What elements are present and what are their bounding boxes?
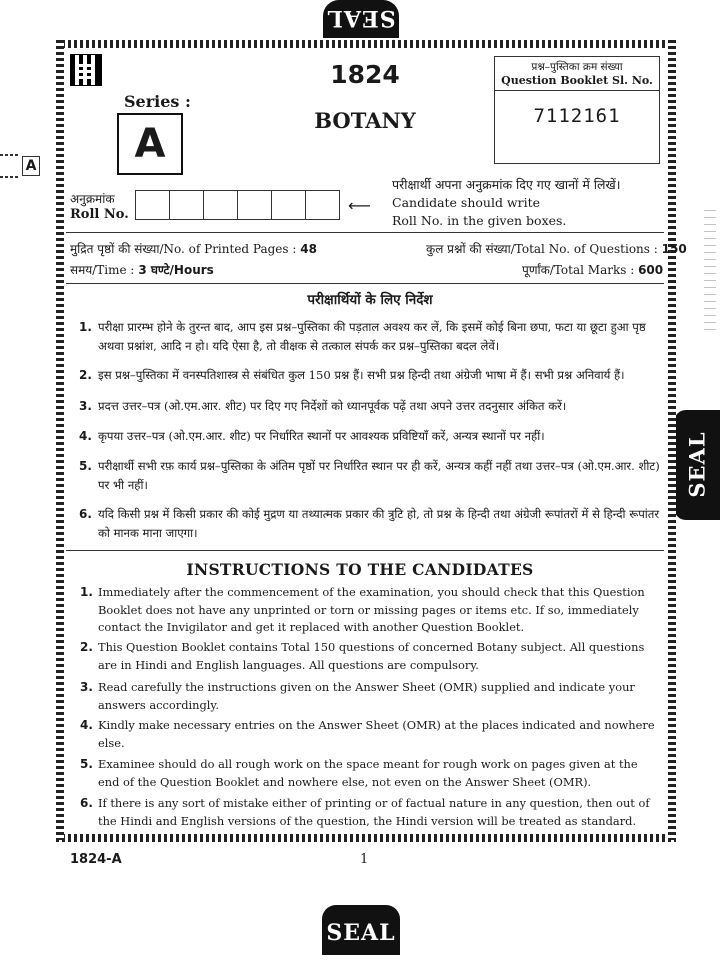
roll-instruction-english-1: Candidate should write — [392, 195, 541, 210]
booklet-number-box — [494, 56, 660, 164]
english-instruction-item: 3. Read carefully the instructions given on the Answer Sheet (OMR) supplied and indicate your answers accordingly. — [80, 680, 635, 712]
roll-digit-box[interactable] — [169, 190, 204, 220]
series-label: Series : — [124, 92, 191, 111]
roll-number-boxes[interactable] — [136, 190, 340, 220]
paper-code: 1824 — [330, 60, 400, 89]
roll-digit-box[interactable] — [305, 190, 340, 220]
edge-dots — [704, 210, 716, 330]
time-value: 3 घण्टे/Hours — [138, 263, 214, 277]
page-number: 1 — [360, 852, 369, 867]
english-instruction-item: 2. This Question Booklet contains Total 150 questions of concerned Botany subject. All questions are in Hindi and English languages. All questions are compulsory. — [80, 640, 645, 672]
roll-digit-box[interactable] — [135, 190, 170, 220]
hindi-instruction-item: 2. इस प्रश्न–पुस्तिका में वनस्पतिशास्त्र से संबंधित कुल 150 प्रश्न हैं। सभी प्रश्न हिन्दी तथा अंग्रेजी भाषा में हैं। सभी प्रश्न अनिवार्य हैं। — [79, 368, 625, 382]
border-bottom — [56, 834, 676, 842]
side-series-marker — [0, 150, 40, 182]
roll-instruction-hindi: परीक्षार्थी अपना अनुक्रमांक दिए गए खानों में लिखें। — [392, 177, 621, 192]
hindi-instructions-title: परीक्षार्थियों के लिए निर्देश — [307, 292, 433, 308]
hindi-instruction-item: 5. परीक्षार्थी सभी रफ़ कार्य प्रश्न–पुस्तिका के अंतिम पृष्ठों पर निर्धारित स्थान पर ही करें, अन्यत्र कहीं नहीं तथा उत्तर–पत्र (ओ.एम.आर. शीट) पर भी नहीं। — [79, 459, 660, 492]
hindi-instruction-item: 1. परीक्षा प्रारम्भ होने के तुरन्त बाद, आप इस प्रश्न–पुस्तिका की पड़ताल अवश्य कर लें, कि इसमें कोई बिना छपा, फटा या छूटा हुआ पृष्ठ अथवा प्रश्नांश, आदि न हो। यदि ऐसा है, तो वीक्षक से तत्काल संपर्क कर प्रश्न–पुस्तिका बदल लेवें। — [79, 320, 646, 353]
hindi-instruction-item: 4. कृपया उत्तर–पत्र (ओ.एम.आर. शीट) पर निर्धारित स्थानों पर आवश्यक प्रविष्टियाँ करें, अन्यत्र स्थानों पर नहीं। — [79, 429, 545, 443]
booklet-label-hindi: प्रश्न–पुस्तिका क्रम संख्या — [531, 61, 623, 73]
english-instructions-title: INSTRUCTIONS TO THE CANDIDATES — [186, 560, 534, 579]
time-allowed: समय/Time : 3 घण्टे/Hours — [70, 263, 214, 277]
side-series-letter: A — [22, 156, 40, 176]
roll-digit-box[interactable] — [271, 190, 306, 220]
divider — [66, 232, 664, 233]
booklet-number-header — [495, 57, 659, 91]
booklet-label-english: Question Booklet Sl. No. — [501, 74, 653, 87]
border-left — [56, 40, 64, 840]
hindi-instruction-item: 6. यदि किसी प्रश्न में किसी प्रकार की कोई मुद्रण या तथ्यात्मक प्रकार की त्रुटि हो, तो प्रश्न के हिन्दी तथा अंग्रेजी रूपांतरों में से हिन्दी रूपांतर को मानक माना जाएगा। — [79, 507, 660, 540]
total-marks: पूर्णांक/Total Marks : 600 — [522, 263, 664, 277]
english-instruction-item: 1. Immediately after the commencement of the examination, you should check that this Question Booklet does not have any unprinted or torn or missing pages or items etc. If so, immediately contact the Invigilator and get it replaced with another Question Booklet. — [80, 585, 645, 634]
total-questions: कुल प्रश्नों की संख्या/Total No. of Questions : 150 — [426, 242, 687, 256]
english-instruction-item: 4. Kindly make necessary entries on the Answer Sheet (OMR) at the places indicated and nowhere else. — [80, 718, 655, 750]
total-questions-value: 150 — [661, 242, 687, 256]
roll-label — [70, 192, 129, 222]
total-marks-value: 600 — [638, 263, 664, 277]
english-instruction-item: 5. Examinee should do all rough work on the space meant for rough work on pages given at the end of the Question Booklet and nowhere else, not even on the Answer Sheet (OMR). — [80, 757, 638, 789]
hindi-instruction-item: 3. प्रदत्त उत्तर–पत्र (ओ.एम.आर. शीट) पर दिए गए निर्देशों को ध्यानपूर्वक पढ़ें तथा अपने उत्तर तदनुसार अंकित करें। — [79, 399, 567, 413]
seal-tab-bottom: SEAL — [322, 905, 400, 955]
footer-paper-code: 1824-A — [70, 852, 122, 867]
roll-digit-box[interactable] — [203, 190, 238, 220]
border-right — [668, 40, 676, 840]
roll-label-english: Roll No. — [70, 207, 129, 222]
roll-digit-box[interactable] — [237, 190, 272, 220]
booklet-number: 7112161 — [533, 105, 621, 127]
series-letter: A — [117, 113, 183, 175]
printed-pages-value: 48 — [300, 242, 317, 256]
seal-tab-side: SEAL — [674, 410, 720, 520]
divider — [66, 283, 664, 284]
seal-tab-top: SEAL — [323, 0, 399, 38]
subject-title: BOTANY — [314, 108, 416, 133]
english-instruction-item: 6. If there is any sort of mistake either of printing or of factual nature in any question, then out of the Hindi and English versions of the question, the Hindi version will be treated as standard. — [80, 796, 650, 828]
border-top — [56, 40, 676, 48]
divider — [66, 550, 664, 551]
printed-pages: मुद्रित पृष्ठों की संख्या/No. of Printed Pages : 48 — [70, 242, 317, 256]
qr-code-icon — [70, 54, 102, 86]
roll-instruction-english-2: Roll No. in the given boxes. — [392, 213, 567, 228]
arrow-left-icon: ⟵ — [348, 196, 371, 215]
roll-instruction — [392, 176, 620, 230]
roll-label-hindi: अनुक्रमांक — [70, 192, 115, 206]
